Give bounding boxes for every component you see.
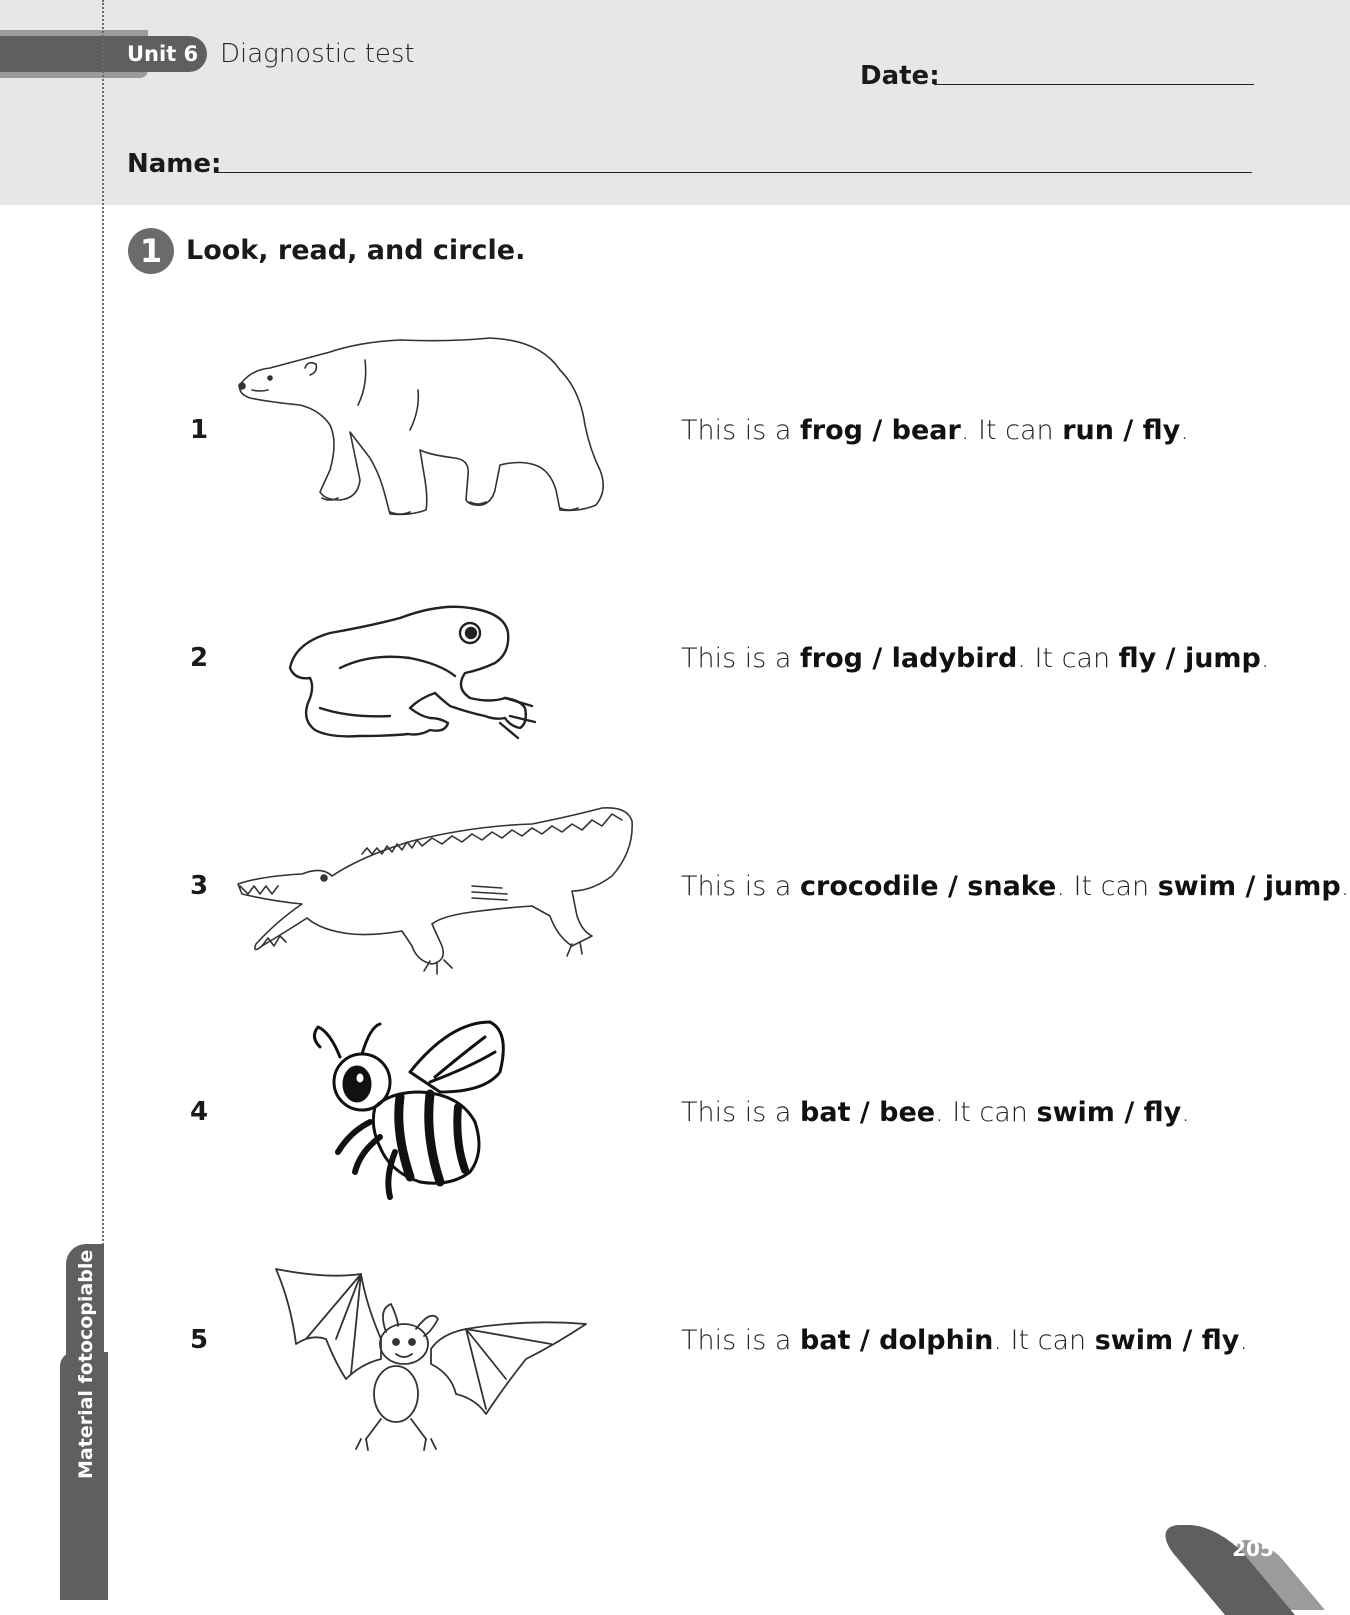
date-field[interactable]	[934, 84, 1254, 85]
item-number: 4	[190, 1097, 209, 1127]
item-number: 3	[190, 871, 209, 901]
exercise-item	[0, 1012, 1350, 1212]
item-sentence: This is a bat / dolphin. It can swim / fly.	[681, 1325, 1248, 1356]
name-field[interactable]	[214, 172, 1252, 173]
item-number: 2	[190, 643, 209, 673]
exercise-item	[0, 558, 1350, 758]
item-sentence: This is a bat / bee. It can swim / fly.	[681, 1097, 1190, 1128]
side-tab-label: Material fotocopiable	[75, 1249, 97, 1479]
animal-choice[interactable]: crocodile / snake	[800, 871, 1057, 902]
test-title: Diagnostic test	[220, 39, 415, 69]
item-sentence: This is a frog / bear. It can run / fly.	[681, 415, 1189, 446]
ability-choice[interactable]: swim / fly	[1036, 1097, 1182, 1128]
exercise-item	[0, 330, 1350, 530]
ability-choice[interactable]: run / fly	[1062, 415, 1181, 446]
exercise-item	[0, 1240, 1350, 1440]
frog-icon	[280, 598, 550, 758]
ability-choice[interactable]: fly / jump	[1118, 643, 1261, 674]
crocodile-icon	[232, 796, 642, 986]
item-number: 5	[190, 1325, 209, 1355]
date-label: Date:	[860, 61, 940, 91]
page-number: 205	[1232, 1537, 1274, 1561]
bat-icon	[266, 1264, 606, 1474]
animal-choice[interactable]: frog / ladybird	[800, 643, 1018, 674]
exercise-number: 1	[128, 228, 174, 274]
bear-icon	[230, 330, 630, 530]
item-sentence: This is a crocodile / snake. It can swim / jump.	[681, 871, 1350, 902]
item-number: 1	[190, 415, 209, 445]
ability-choice[interactable]: swim / jump	[1157, 871, 1341, 902]
name-label: Name:	[127, 149, 222, 179]
unit-label: Unit 6	[127, 42, 199, 66]
exercise-item	[0, 786, 1350, 986]
animal-choice[interactable]: bat / bee	[800, 1097, 936, 1128]
animal-choice[interactable]: frog / bear	[800, 415, 961, 446]
exercise-instruction: Look, read, and circle.	[186, 235, 526, 266]
ability-choice[interactable]: swim / fly	[1094, 1325, 1240, 1356]
bee-icon	[300, 1012, 540, 1212]
item-sentence: This is a frog / ladybird. It can fly / jump.	[681, 643, 1270, 674]
animal-choice[interactable]: bat / dolphin	[800, 1325, 994, 1356]
